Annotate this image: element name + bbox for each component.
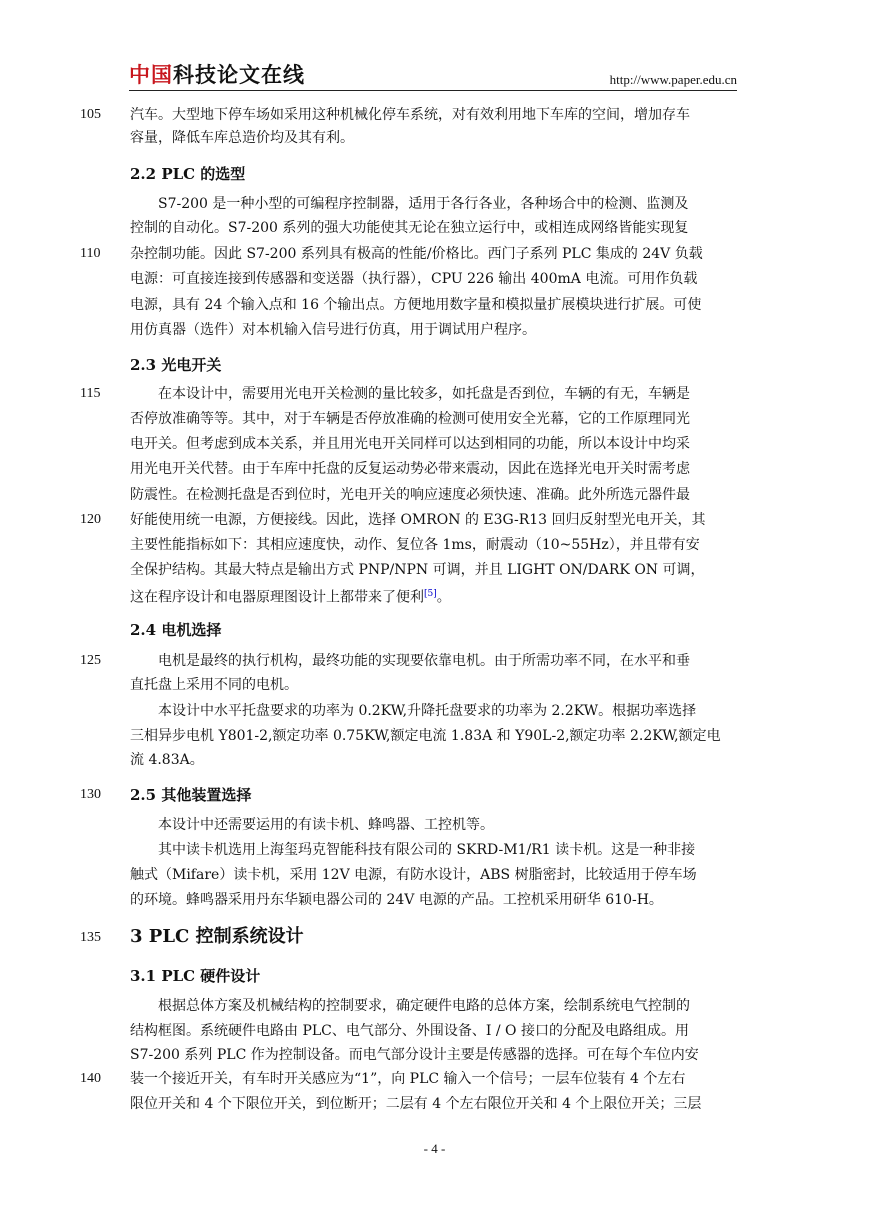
body-line: 限位开关和 4 个下限位开关，到位断开；二层有 4 个左右限位开关和 4 个上限位开关；三层 (130, 1096, 702, 1112)
body-line: 容量，降低车库总造价均及其有利。 (130, 130, 354, 146)
header-url: http://www.paper.edu.cn (609, 72, 737, 87)
section-heading: 3.1 PLC 硬件设计 (130, 967, 261, 985)
body-line: 触式（Mifare）读卡机，采用 12V 电源，有防水设计，ABS 树脂密封，比较适用于停车场 (130, 867, 697, 883)
body-line: 全保护结构。其最大特点是输出方式 PNP/NPN 可调，并且 LIGHT ON/DARK ON 可调， (130, 562, 705, 578)
body-line: 其中读卡机选用上海玺玛克智能科技有限公司的 SKRD-M1/R1 读卡机。这是一种非接 (158, 842, 696, 858)
body-line: 在本设计中，需要用光电开关检测的量比较多，如托盘是否到位，车辆的有无，车辆是 (158, 386, 690, 402)
header-divider (129, 90, 737, 91)
body-line: 防震性。在检测托盘是否到位时，光电开关的响应速度必须快速、准确。此外所选元器件最 (130, 487, 690, 503)
section-heading: 2.2 PLC 的选型 (130, 165, 246, 183)
body-line: 本设计中水平托盘要求的功率为 0.2KW,升降托盘要求的功率为 2.2KW。根据功率选择 (158, 703, 697, 719)
line-number: 135 (80, 930, 101, 945)
page-number: - 4 - (423, 1141, 446, 1156)
body-line: 否停放准确等等。其中，对于车辆是否停放准确的检测可使用安全光幕，它的工作原理同光 (130, 411, 690, 427)
line-number: 120 (80, 512, 101, 527)
body-line: 装一个接近开关，有车时开关感应为“1”，向 PLC 输入一个信号；一层车位装有 4 个左右 (130, 1071, 686, 1087)
body-line: 好能使用统一电源，方便接线。因此，选择 OMRON 的 E3G-R13 回归反射型光电开关，其 (130, 512, 706, 528)
section-heading: 2.4 电机选择 (130, 621, 222, 639)
body-line: 控制的自动化。S7-200 系列的强大功能使其无论在独立运行中，或相连成网络皆能实现复 (130, 220, 689, 236)
logo-text-red: 中国 (129, 63, 173, 87)
journal-logo (129, 62, 305, 88)
body-line: 的环境。蜂鸣器采用丹东华颖电器公司的 24V 电源的产品。工控机采用研华 610-H。 (130, 892, 663, 908)
body-line: 直托盘上采用不同的电机。 (130, 677, 298, 693)
body-line: 三相异步电机 Y801-2,额定功率 0.75KW,额定电流 1.83A 和 Y90L-2,额定功率 2.2KW,额定电 (130, 728, 721, 744)
line-number: 130 (80, 787, 101, 802)
section-heading: 2.3 光电开关 (130, 356, 222, 374)
body-line: 本设计中还需要运用的有读卡机、蜂鸣器、工控机等。 (158, 817, 494, 833)
body-line: 流 4.83A。 (130, 752, 204, 768)
body-line (130, 584, 451, 608)
body-line: 主要性能指标如下：其相应速度快，动作、复位各 1ms，耐震动（10~55Hz），并且带有安 (130, 537, 700, 553)
line-number: 125 (80, 653, 101, 668)
body-line: 电源，具有 24 个输入点和 16 个输出点。方便地用数字量和模拟量扩展模块进行扩展。可使 (130, 297, 702, 313)
body-line: S7-200 是一种小型的可编程序控制器，适用于各行各业，各种场合中的检测、监测及 (158, 196, 689, 212)
section-heading: 2.5 其他装置选择 (130, 786, 252, 804)
citation-link[interactable]: [5] (424, 589, 437, 599)
body-line: 电源：可直接连接到传感器和变送器（执行器），CPU 226 输出 400mA 电流。可用作负载 (130, 271, 698, 287)
body-line: 结构框图。系统硬件电路由 PLC、电气部分、外围设备、I / O 接口的分配及电路组成。用 (130, 1023, 689, 1039)
line-number: 105 (80, 107, 101, 122)
body-line: 用仿真器（选件）对本机输入信号进行仿真，用于调试用户程序。 (130, 322, 536, 338)
line-number: 140 (80, 1071, 101, 1086)
body-line: 电开关。但考虑到成本关系，并且用光电开关同样可以达到相同的功能，所以本设计中均采 (130, 436, 690, 452)
body-line: 汽车。大型地下停车场如采用这种机械化停车系统，对有效利用地下车库的空间，增加存车 (130, 107, 690, 123)
body-line: 电机是最终的执行机构，最终功能的实现要依靠电机。由于所需功率不同，在水平和垂 (158, 653, 690, 669)
line-number: 115 (80, 386, 101, 401)
logo-text-black: 科技论文在线 (173, 63, 305, 87)
body-line: 杂控制功能。因此 S7-200 系列具有极高的性能/价格比。西门子系列 PLC 集成的 24V 负载 (130, 246, 703, 262)
body-line-end: 。 (436, 589, 451, 606)
chapter-heading: 3 PLC 控制系统设计 (130, 926, 304, 947)
body-line: S7-200 系列 PLC 作为控制设备。而电气部分设计主要是传感器的选择。可在每个车位内安 (130, 1047, 699, 1063)
body-line-text: 这在程序设计和电器原理图设计上都带来了便利 (130, 589, 424, 606)
body-line: 根据总体方案及机械结构的控制要求，确定硬件电路的总体方案，绘制系统电气控制的 (158, 998, 690, 1014)
body-line: 用光电开关代替。由于车库中托盘的反复运动势必带来震动，因此在选择光电开关时需考虑 (130, 461, 690, 477)
line-number: 110 (80, 246, 101, 261)
